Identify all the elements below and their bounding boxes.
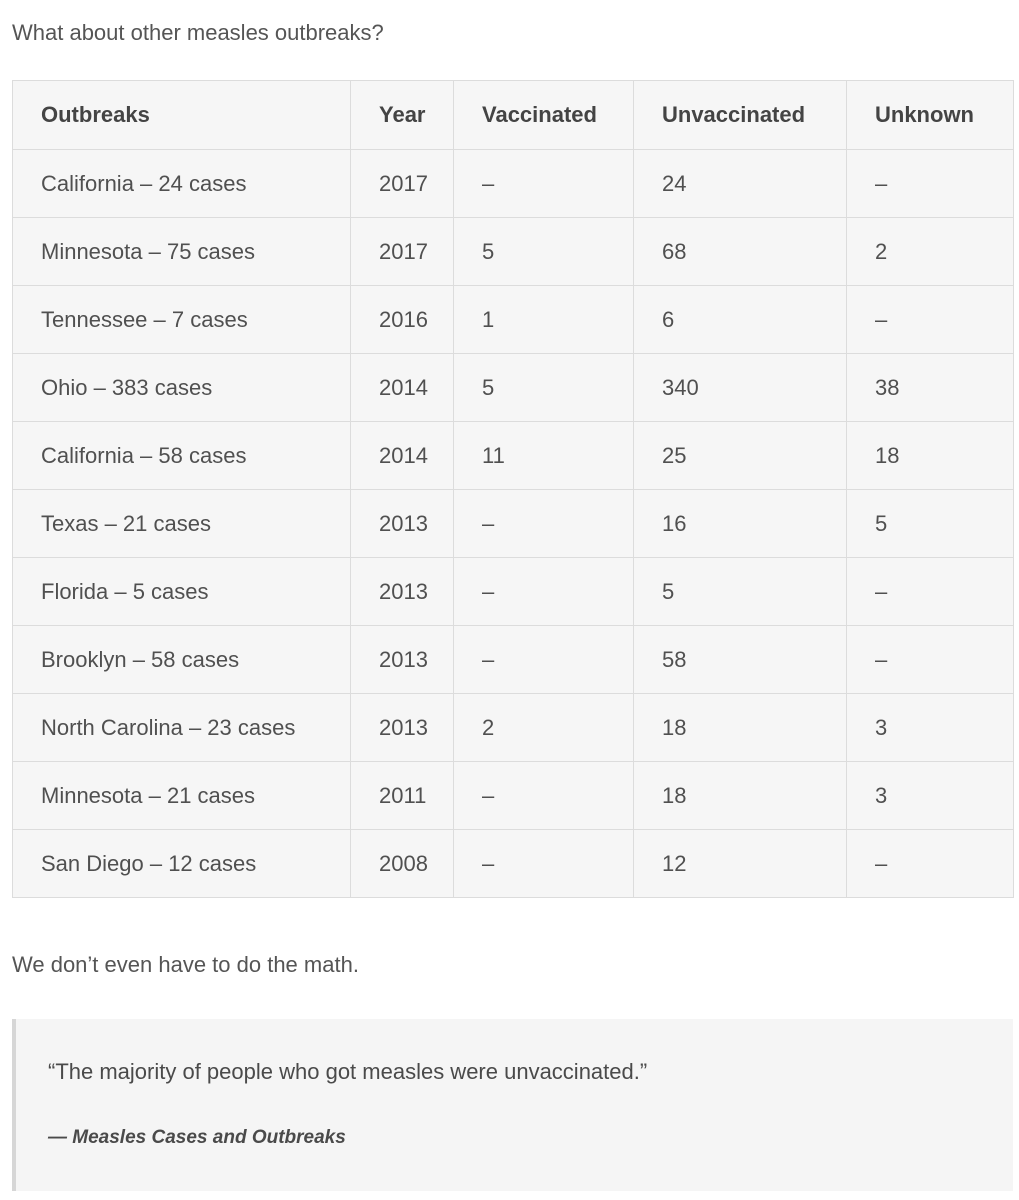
cell-year: 2014 [351, 354, 454, 422]
cell-unknown: – [847, 150, 1014, 218]
cell-unvaccinated: 68 [634, 218, 847, 286]
cell-year: 2017 [351, 218, 454, 286]
intro-paragraph: What about other measles outbreaks? [12, 20, 384, 45]
cell-vaccinated: – [454, 762, 634, 830]
cell-unknown: – [847, 558, 1014, 626]
cell-unknown: – [847, 830, 1014, 898]
cell-unknown: – [847, 286, 1014, 354]
cell-outbreak: California – 58 cases [13, 422, 351, 490]
cell-year: 2013 [351, 626, 454, 694]
table-row [13, 830, 1014, 898]
cell-outbreak: Florida – 5 cases [13, 558, 351, 626]
outro-paragraph: We don’t even have to do the math. [12, 952, 359, 977]
table-row [13, 218, 1014, 286]
cell-vaccinated: 2 [454, 694, 634, 762]
cell-year: 2008 [351, 830, 454, 898]
cell-unknown: 2 [847, 218, 1014, 286]
table-row [13, 490, 1014, 558]
cell-outbreak: Ohio – 383 cases [13, 354, 351, 422]
table-row [13, 762, 1014, 830]
table-row [13, 558, 1014, 626]
table-row [13, 286, 1014, 354]
cell-unvaccinated: 18 [634, 694, 847, 762]
table-row [13, 694, 1014, 762]
measles-outbreaks-table [12, 80, 1014, 898]
table-row [13, 626, 1014, 694]
header-vaccinated: Vaccinated [454, 81, 634, 150]
cell-vaccinated: – [454, 558, 634, 626]
cell-outbreak: Minnesota – 75 cases [13, 218, 351, 286]
table-row [13, 422, 1014, 490]
cell-unknown: 5 [847, 490, 1014, 558]
cell-outbreak: San Diego – 12 cases [13, 830, 351, 898]
cell-outbreak: North Carolina – 23 cases [13, 694, 351, 762]
cell-vaccinated: 1 [454, 286, 634, 354]
cell-year: 2014 [351, 422, 454, 490]
cell-year: 2011 [351, 762, 454, 830]
cell-unvaccinated: 12 [634, 830, 847, 898]
cell-unvaccinated: 18 [634, 762, 847, 830]
cell-unvaccinated: 58 [634, 626, 847, 694]
table-header-row [13, 81, 1014, 150]
cell-outbreak: Minnesota – 21 cases [13, 762, 351, 830]
cell-vaccinated: – [454, 490, 634, 558]
cell-unknown: 18 [847, 422, 1014, 490]
cell-year: 2013 [351, 694, 454, 762]
cell-vaccinated: 5 [454, 218, 634, 286]
cell-unvaccinated: 5 [634, 558, 847, 626]
cell-unvaccinated: 340 [634, 354, 847, 422]
table-row [13, 354, 1014, 422]
cell-unknown: 38 [847, 354, 1014, 422]
cell-vaccinated: – [454, 830, 634, 898]
cell-outbreak: California – 24 cases [13, 150, 351, 218]
cell-unknown: – [847, 626, 1014, 694]
cell-unvaccinated: 16 [634, 490, 847, 558]
cell-unvaccinated: 6 [634, 286, 847, 354]
cell-vaccinated: 11 [454, 422, 634, 490]
cell-year: 2013 [351, 490, 454, 558]
quote-text: “The majority of people who got measles were unvaccinated.” [48, 1059, 648, 1084]
cell-year: 2017 [351, 150, 454, 218]
cell-unvaccinated: 25 [634, 422, 847, 490]
cell-outbreak: Texas – 21 cases [13, 490, 351, 558]
header-year: Year [351, 81, 454, 150]
cell-unvaccinated: 24 [634, 150, 847, 218]
header-unvaccinated: Unvaccinated [634, 81, 847, 150]
header-outbreaks: Outbreaks [13, 81, 351, 150]
table-row [13, 150, 1014, 218]
cell-year: 2016 [351, 286, 454, 354]
cell-vaccinated: – [454, 626, 634, 694]
cell-year: 2013 [351, 558, 454, 626]
cell-unknown: 3 [847, 762, 1014, 830]
header-unknown: Unknown [847, 81, 1014, 150]
cell-outbreak: Brooklyn – 58 cases [13, 626, 351, 694]
cell-vaccinated: 5 [454, 354, 634, 422]
cell-outbreak: Tennessee – 7 cases [13, 286, 351, 354]
cell-unknown: 3 [847, 694, 1014, 762]
cell-vaccinated: – [454, 150, 634, 218]
blockquote [12, 1019, 1013, 1191]
quote-citation: — Measles Cases and Outbreaks [48, 1127, 346, 1148]
